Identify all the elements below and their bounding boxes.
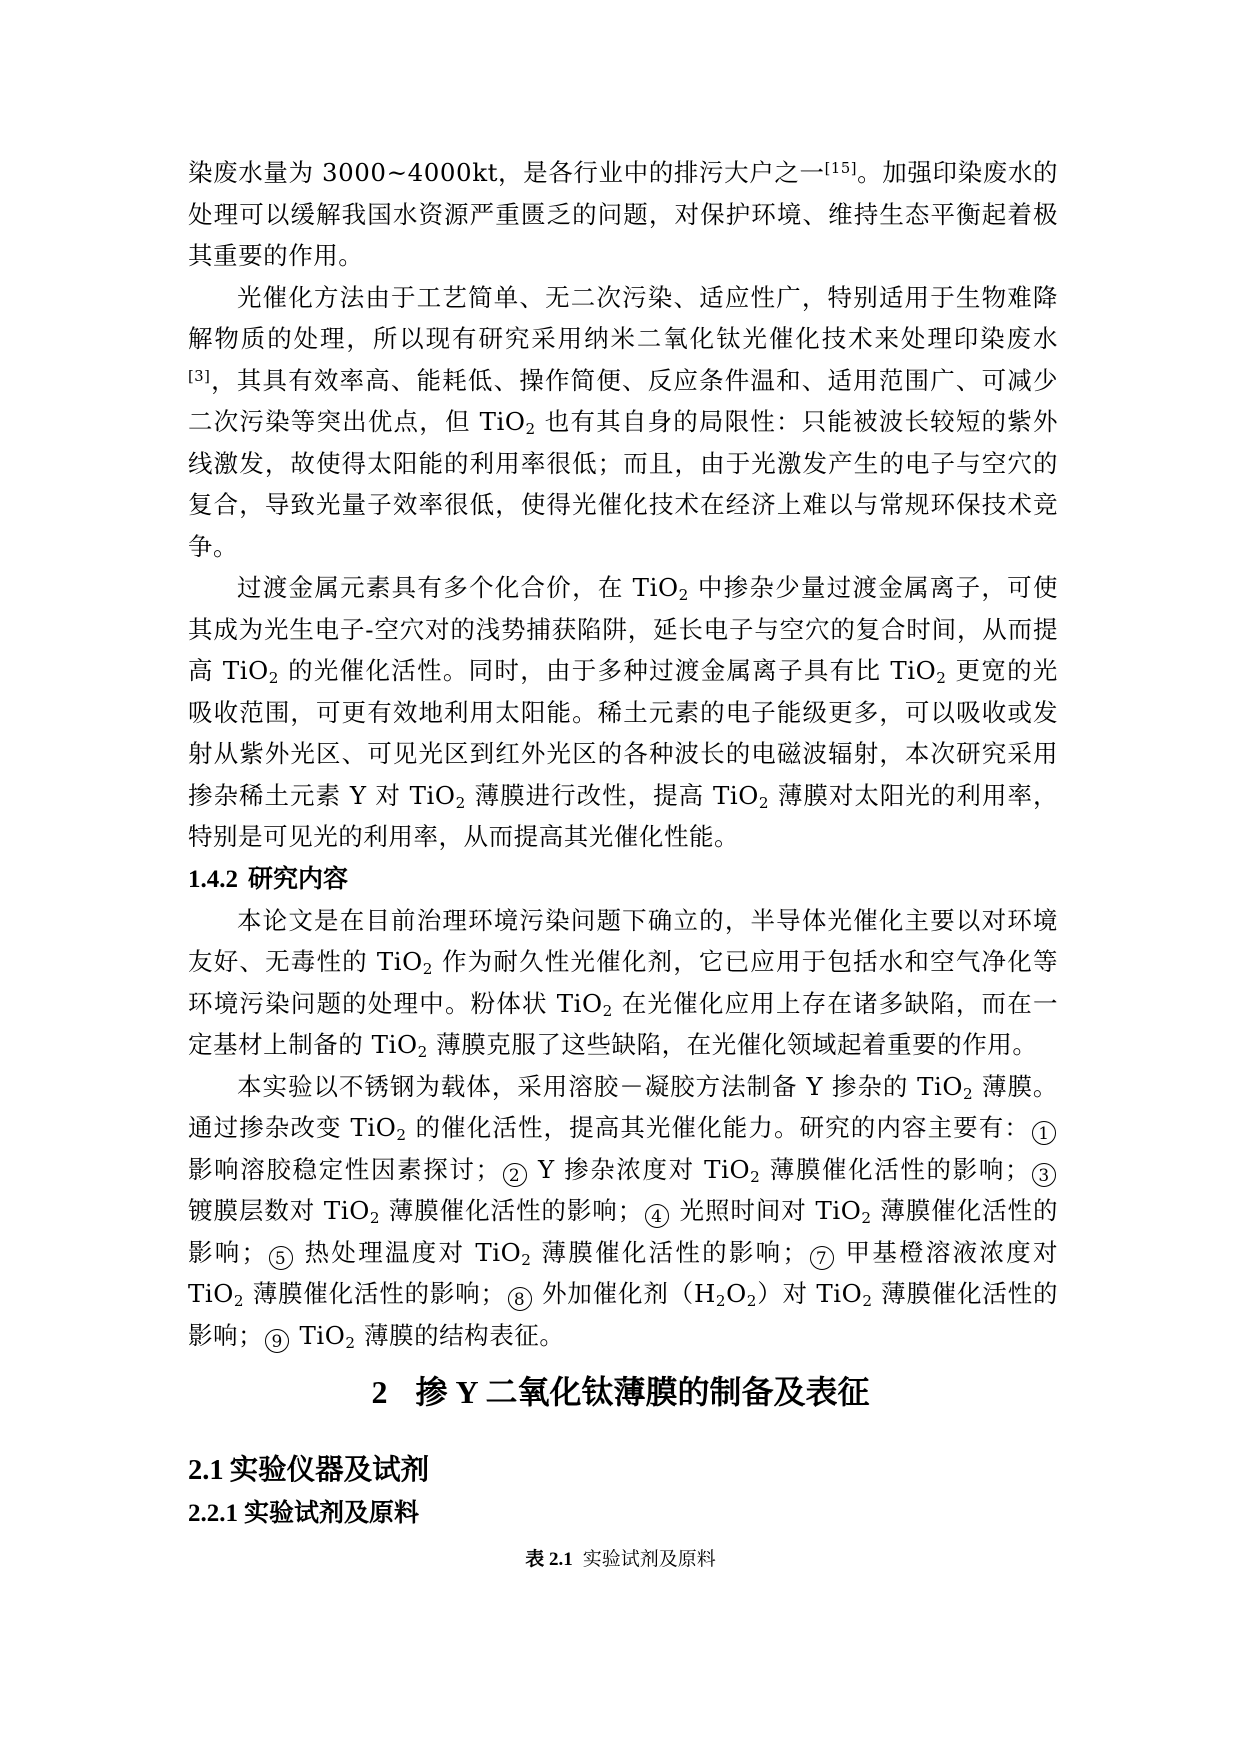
table-caption xyxy=(0,1544,1241,1571)
text-run: 中掺杂少量过渡金属离子，可使其成为光生电子-空穴对的浅势捕获陷阱，延长电子与空穴的复合时间，从而提高 TiO xyxy=(188,573,1058,685)
citation-ref: [3] xyxy=(188,367,211,385)
text-run: 染废水量为 3000~4000kt，是各行业中的排污大户之一 xyxy=(188,158,825,187)
section-heading-1-4-2 xyxy=(188,858,1058,900)
paragraph-5 xyxy=(188,1066,1058,1357)
text-run: 薄膜催化活性的影响； xyxy=(531,1237,808,1267)
chapter-title: 二氧化钛薄膜的制备及表征 xyxy=(485,1373,870,1412)
text-run: 薄膜的结构表征。 xyxy=(355,1320,565,1350)
text-run: 薄膜催化活性的影响； xyxy=(760,1154,1030,1184)
text-run: 过渡金属元素具有多个化合价，在 TiO xyxy=(237,573,679,602)
text-run: 薄膜催化活性的影响； xyxy=(244,1279,506,1308)
circled-number: 3 xyxy=(1032,1163,1056,1187)
section-number: 2.2.1 xyxy=(188,1500,238,1527)
table-title: 实验试剂及原料 xyxy=(582,1548,716,1570)
section-number: 1.4.2 xyxy=(188,865,238,893)
citation-ref: [15] xyxy=(824,159,858,177)
paragraph-3 xyxy=(188,567,1058,858)
text-run: 本实验以不锈钢为载体，采用溶胶－凝胶方法制备 Y 掺杂的 TiO xyxy=(237,1071,963,1101)
text-run: 薄膜催化活性的影响； xyxy=(188,1196,1059,1267)
text-run: 的催化活性，提高其光催化能力。研究的内容主要有： xyxy=(406,1113,1030,1142)
text-run: 薄膜催化活性的影响； xyxy=(188,1279,1059,1350)
text-run: 薄膜催化活性的影响； xyxy=(380,1196,643,1225)
body-text xyxy=(188,152,1058,1356)
text-run: 。加强印染废水的处理可以缓解我国水资源严重匮乏的问题，对保护环境、维持生态平衡起着极其重要的作用。 xyxy=(188,158,1058,270)
text-run: 也有其自身的局限性：只能被波长较短的紫外线激发，故使得太阳能的利用率很低；而且，由于光激发产生的电子与空穴的复合，导致光量子效率很低，使得光催化技术在经济上难以与常规环保技术竞争。 xyxy=(188,407,1058,561)
subscript: 2 xyxy=(678,585,689,604)
text-run: 更宽的光吸收范围，可更有效地利用太阳能。稀土元素的电子能级更多，可以吸收或发射从紫外光区、可见光区到红外光区的各种波长的电磁波辐射，本次研究采用掺杂稀土元素 Y 对 TiO xyxy=(188,656,1058,810)
circled-number: 1 xyxy=(1032,1121,1056,1145)
text-run: 光催化方法由于工艺简单、无二次污染、适应性广，特别适用于生物难降解物质的处理，所以现有研究采用纳米二氧化钛光催化技术来处理印染废水 xyxy=(188,282,1058,353)
text-run: 镀膜层数对 TiO xyxy=(188,1196,370,1225)
text-run: ）对 TiO xyxy=(756,1279,863,1308)
section-heading-2-2-1 xyxy=(188,1493,419,1529)
chapter-title-prefix: 掺 Y xyxy=(415,1374,486,1411)
subscript: 2 xyxy=(746,1291,757,1310)
circled-number: 4 xyxy=(645,1204,669,1228)
text-run: 作为耐久性光催化剂，它已应用于包括水和空气净化等环境污染问题的处理中。粉体状 TiO xyxy=(188,947,1058,1018)
text-run: Y 掺杂浓度对 TiO xyxy=(528,1154,751,1184)
table-number: 表 2.1 xyxy=(525,1549,573,1570)
circled-number: 5 xyxy=(269,1246,293,1270)
chapter-heading xyxy=(0,1367,1241,1413)
subscript: 2 xyxy=(861,1208,872,1227)
subscript: 2 xyxy=(369,1208,381,1227)
subscript: 2 xyxy=(715,1291,727,1310)
text-run: 在光催化应用上存在诸多缺陷，而在一定基材上制备的 TiO xyxy=(188,988,1058,1059)
subscript: 2 xyxy=(525,419,536,438)
text-run: 光照时间对 TiO xyxy=(670,1196,862,1225)
circled-number: 8 xyxy=(508,1287,532,1311)
subscript: 2 xyxy=(268,668,279,687)
text-run: 外加催化剂（H xyxy=(533,1279,716,1308)
text-run: 的光催化活性。同时，由于多种过渡金属离子具有比 TiO xyxy=(279,656,937,685)
section-heading-2-1 xyxy=(188,1447,429,1488)
subscript: 2 xyxy=(750,1167,761,1186)
subscript: 2 xyxy=(233,1291,245,1310)
circled-number: 7 xyxy=(810,1246,834,1270)
text-run: TiO xyxy=(291,1320,346,1350)
text-run: 薄膜克服了这些缺陷，在光催化领域起着重要的作用。 xyxy=(427,1030,1038,1059)
text-run: O xyxy=(726,1279,747,1308)
subscript: 2 xyxy=(962,1084,974,1103)
paragraph-4 xyxy=(188,900,1058,1066)
circled-number: 2 xyxy=(503,1163,527,1187)
text-run: 薄膜对太阳光的利用率，特别是可见光的利用率，从而提高其光催化性能。 xyxy=(188,780,1059,851)
circled-number: 9 xyxy=(265,1329,289,1353)
section-title: 实验仪器及试剂 xyxy=(229,1453,430,1486)
subscript: 2 xyxy=(455,793,466,812)
section-number: 2.1 xyxy=(188,1455,224,1486)
section-title: 研究内容 xyxy=(248,863,349,893)
text-run: 本论文是在目前治理环境污染问题下确立的，半导体光催化主要以对环境友好、无毒性的 TiO xyxy=(188,905,1058,976)
subscript: 2 xyxy=(862,1291,873,1310)
subscript: 2 xyxy=(758,793,770,812)
subscript: 2 xyxy=(417,1042,428,1061)
subscript: 2 xyxy=(345,1333,356,1352)
paragraph-1 xyxy=(188,152,1058,277)
text-run: 甲基橙溶液浓度对 TiO xyxy=(188,1237,1058,1308)
text-run: 影响溶胶稳定性因素探讨； xyxy=(188,1154,501,1184)
text-run: 薄膜。通过掺杂改变 TiO xyxy=(188,1071,1058,1142)
paragraph-2 xyxy=(188,277,1058,568)
subscript: 2 xyxy=(936,668,947,687)
text-run: ，其具有效率高、能耗低、操作简便、反应条件温和、适用范围广、可减少二次污染等突出优点，但 TiO xyxy=(188,365,1058,436)
subscript: 2 xyxy=(602,1001,613,1020)
chapter-number: 2 xyxy=(371,1374,388,1411)
subscript: 2 xyxy=(396,1125,407,1144)
text-run: 热处理温度对 TiO xyxy=(294,1237,522,1267)
section-title: 实验试剂及原料 xyxy=(244,1498,420,1527)
text-run: 薄膜进行改性，提高 TiO xyxy=(465,780,759,810)
subscript: 2 xyxy=(422,959,433,978)
subscript: 2 xyxy=(521,1250,532,1269)
